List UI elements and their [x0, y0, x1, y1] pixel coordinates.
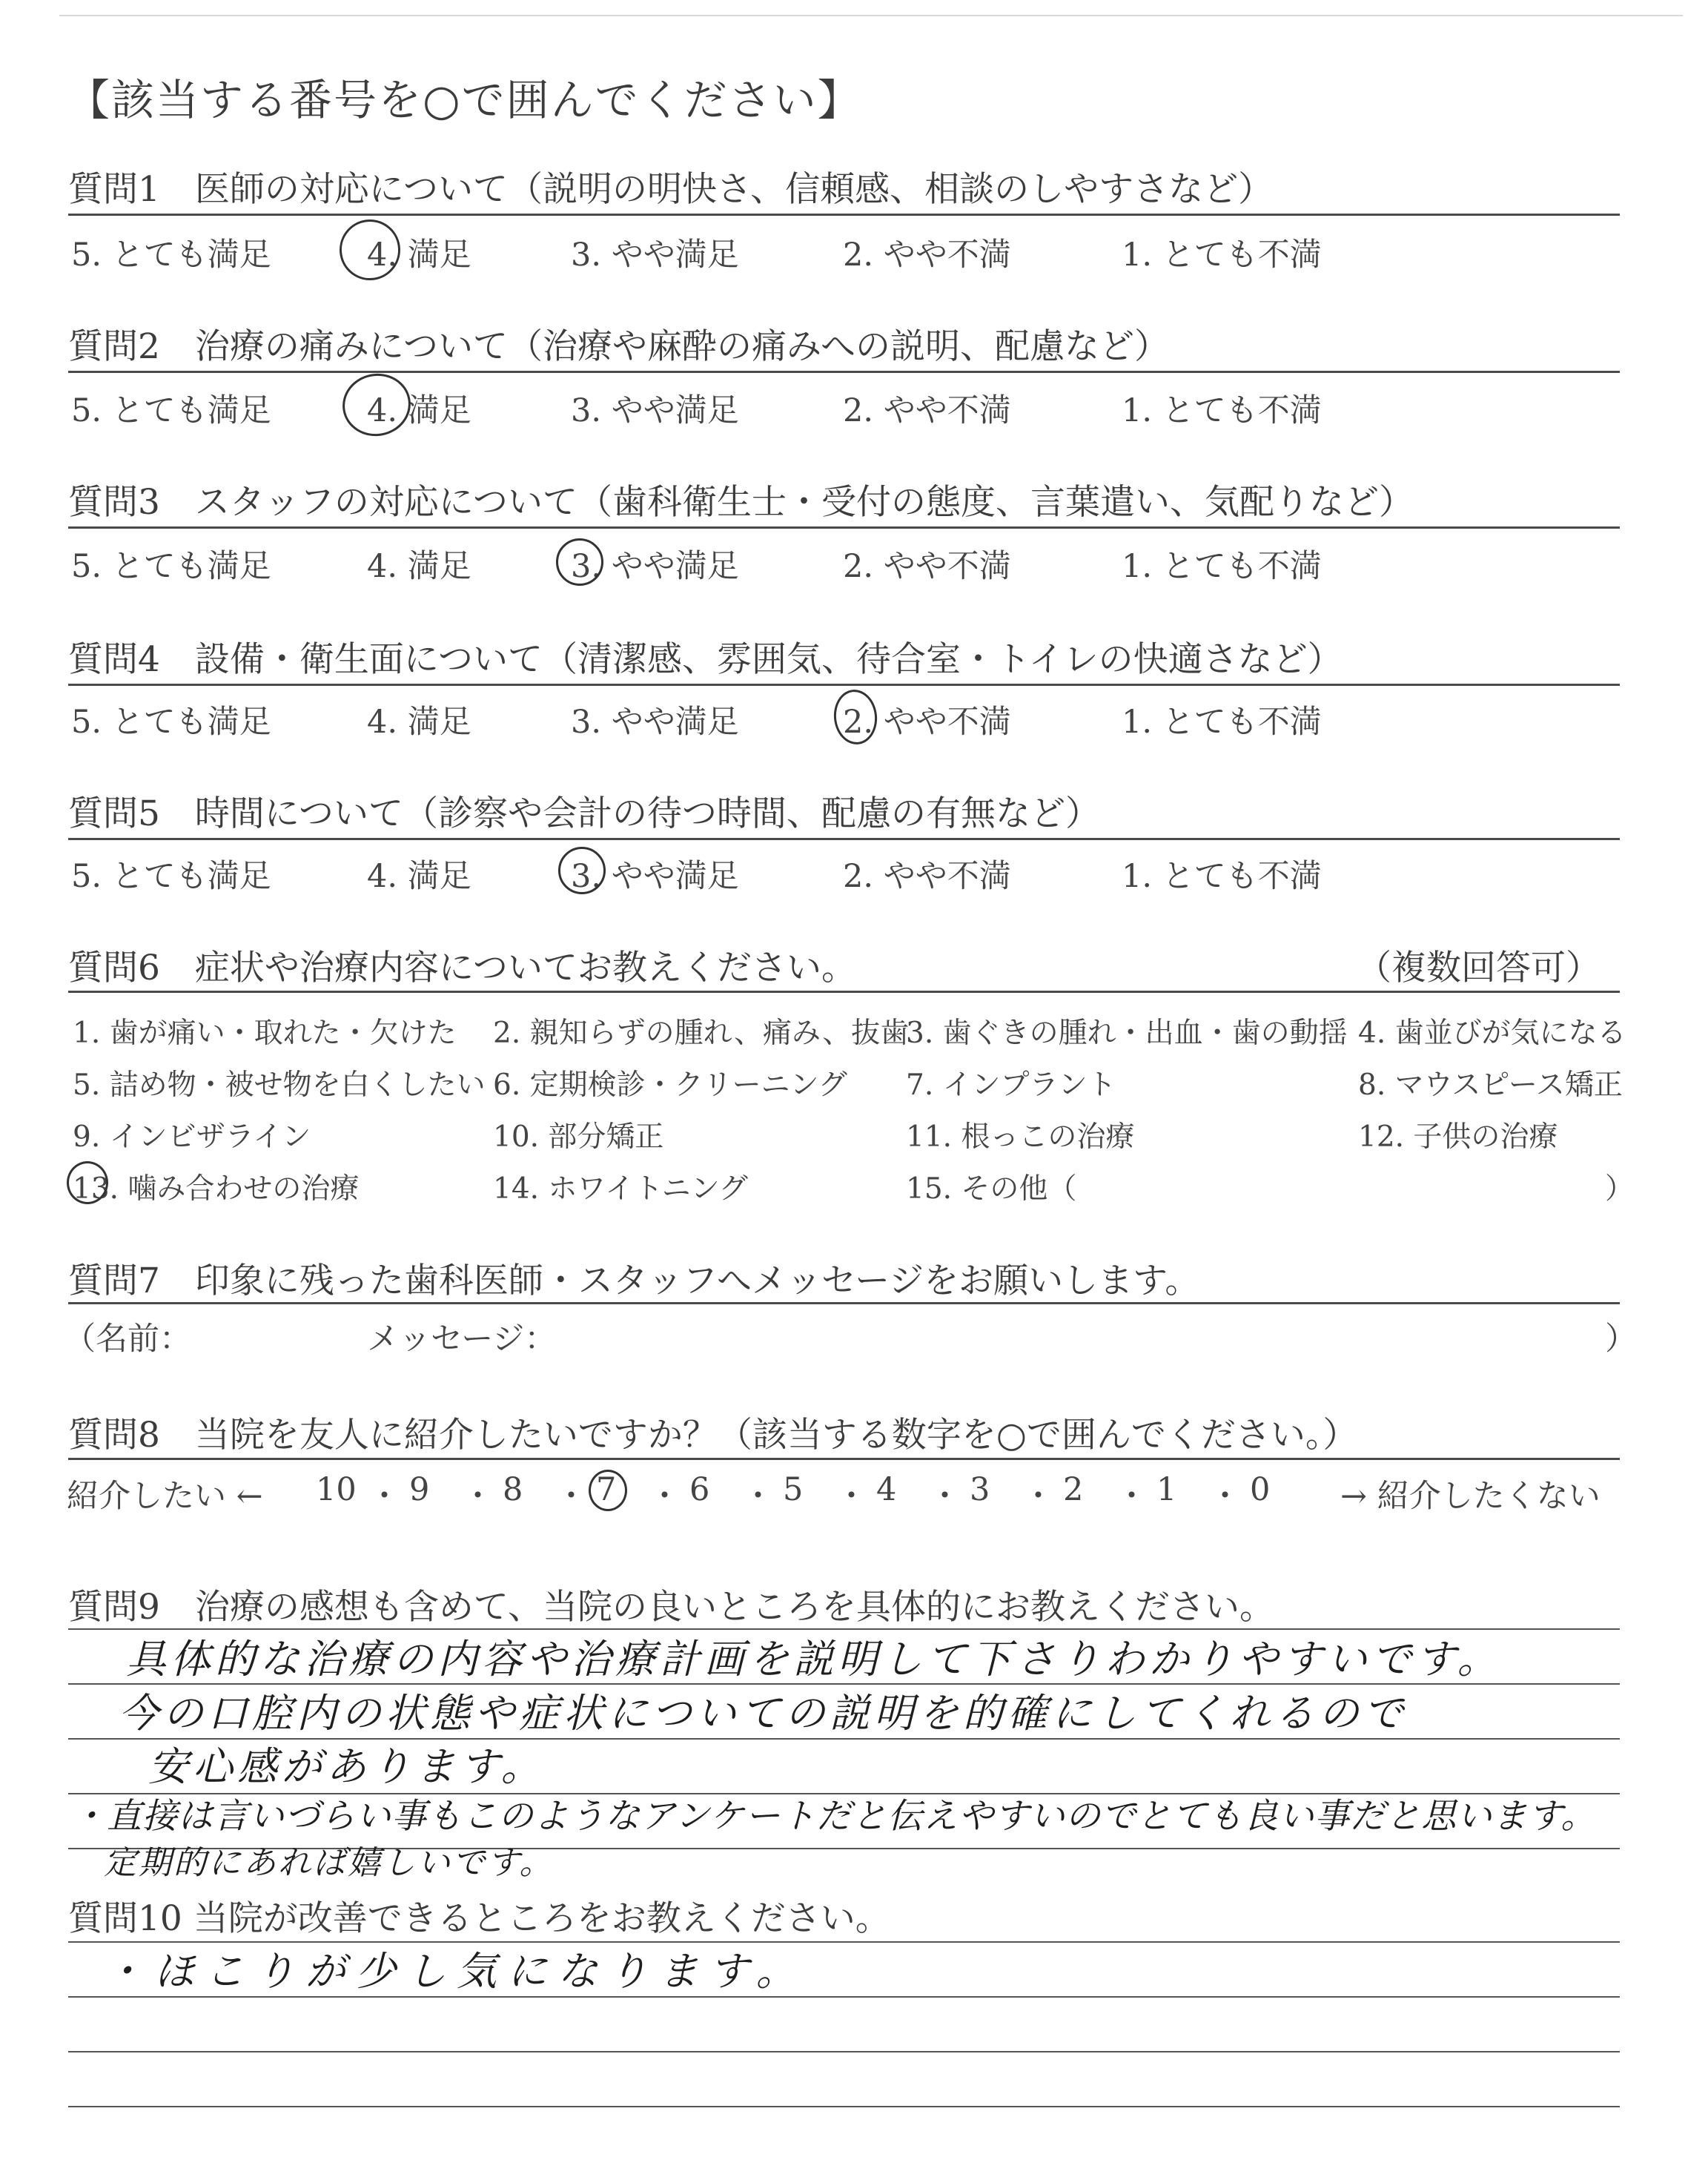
- q9-answer-line-2: 今の口腔内の状態や症状についての説明を的確にしてくれるので: [119, 1690, 1408, 1737]
- question-1-label: 質問1 医師の対応について（説明の明快さ、信頼感、相談のしやすさなど）: [68, 169, 1274, 210]
- question-6-label: 質問6 症状や治療内容についてお教えください。: [68, 948, 856, 988]
- question-10-label: 質問10 当院が改善できるところをお教えください。: [68, 1898, 890, 1939]
- q6-item-4[interactable]: 4. 歯並びが気になる: [1358, 1017, 1626, 1050]
- question-6-note: （複数回答可）: [1357, 948, 1601, 988]
- question-2-rule: [68, 371, 1620, 373]
- q2-option-2[interactable]: 2. やや不満: [843, 392, 1011, 429]
- q1-option-2[interactable]: 2. やや不満: [843, 237, 1011, 274]
- q6-item-13[interactable]: 13. 噛み合わせの治療: [73, 1172, 360, 1206]
- q8-scale-3[interactable]: 3: [970, 1471, 990, 1508]
- q6-item-1[interactable]: 1. 歯が痛い・取れた・欠けた: [73, 1017, 457, 1050]
- q8-scale-separator: ・: [1022, 1478, 1054, 1515]
- q6-item-5[interactable]: 5. 詰め物・被せ物を白くしたい: [73, 1069, 486, 1102]
- q6-item-9[interactable]: 9. インビザライン: [73, 1120, 311, 1154]
- q3-selection-circle: [556, 538, 603, 586]
- q8-scale-separator: ・: [929, 1478, 961, 1515]
- q9-answer-line-4: ・直接は言いづらい事もこのようなアンケートだと伝えやすいのでとても良い事だと思います。: [71, 1796, 1597, 1837]
- question-4-label: 質問4 設備・衛生面について（清潔感、雰囲気、待合室・トイレの快適さなど）: [68, 639, 1343, 680]
- q1-option-1[interactable]: 1. とても不満: [1122, 237, 1322, 274]
- q5-selection-circle: [558, 847, 606, 894]
- q6-item-3[interactable]: 3. 歯ぐきの腫れ・出血・歯の動揺: [906, 1017, 1348, 1050]
- q8-scale-8[interactable]: 8: [503, 1471, 523, 1508]
- question-4-rule: [68, 684, 1620, 686]
- q6-item-15[interactable]: 15. その他（: [906, 1172, 1077, 1206]
- q8-scale-separator: ・: [462, 1478, 494, 1515]
- q8-scale-1[interactable]: 1: [1156, 1471, 1177, 1508]
- q8-scale-5[interactable]: 5: [783, 1471, 804, 1508]
- q4-option-1[interactable]: 1. とても不満: [1122, 704, 1322, 741]
- q8-scale-separator: ・: [835, 1478, 867, 1515]
- q8-scale-7[interactable]: 7: [596, 1471, 617, 1508]
- q7-name-label: （名前：: [64, 1321, 191, 1358]
- q4-option-3[interactable]: 3. やや満足: [571, 704, 739, 741]
- q8-scale-separator: ・: [649, 1478, 681, 1515]
- q8-scale-separator: ・: [1116, 1478, 1148, 1515]
- q8-scale-separator: ・: [368, 1478, 400, 1515]
- q3-option-2[interactable]: 2. やや不満: [843, 548, 1011, 585]
- q3-option-4[interactable]: 4. 満足: [367, 548, 471, 585]
- q8-left-label: 紹介したい ←: [67, 1478, 263, 1515]
- q8-right-label: → 紹介したくない: [1340, 1478, 1601, 1515]
- q6-item-10[interactable]: 10. 部分矯正: [493, 1120, 664, 1154]
- q5-option-2[interactable]: 2. やや不満: [843, 858, 1011, 895]
- q10-line-3: [68, 2051, 1620, 2052]
- top-edge-line: [59, 15, 1683, 16]
- q10-line-4: [68, 2106, 1620, 2107]
- q6-selection-circle: [67, 1161, 108, 1204]
- q8-scale-4[interactable]: 4: [876, 1471, 897, 1508]
- question-7-rule: [68, 1302, 1620, 1304]
- question-3-label: 質問3 スタッフの対応について（歯科衛生士・受付の態度、言葉遣い、気配りなど）: [68, 482, 1414, 523]
- q9-answer-line-5: 定期的にあれば嬉しいです。: [104, 1844, 555, 1882]
- q8-scale-9[interactable]: 9: [409, 1471, 430, 1508]
- q2-option-4[interactable]: 4. 満足: [367, 392, 471, 429]
- q6-item-6[interactable]: 6. 定期検診・クリーニング: [493, 1069, 847, 1102]
- q5-option-5[interactable]: 5. とても満足: [71, 858, 271, 895]
- question-3-rule: [68, 526, 1620, 529]
- q9-answer-line-3: 安心感があります。: [148, 1743, 546, 1790]
- q4-option-5[interactable]: 5. とても満足: [71, 704, 271, 741]
- q1-option-3[interactable]: 3. やや満足: [571, 237, 739, 274]
- question-7-label: 質問7 印象に残った歯科医師・スタッフへメッセージをお願いします。: [68, 1261, 1200, 1301]
- question-8-rule: [68, 1458, 1620, 1460]
- q8-selection-circle: [589, 1470, 627, 1511]
- q6-item-7[interactable]: 7. インプラント: [906, 1069, 1116, 1102]
- q8-scale-0[interactable]: 0: [1250, 1471, 1271, 1508]
- question-1-rule: [68, 214, 1620, 216]
- q8-scale-separator: ・: [555, 1478, 587, 1515]
- q6-item-14[interactable]: 14. ホワイトニング: [493, 1172, 748, 1206]
- q2-option-5[interactable]: 5. とても満足: [71, 392, 271, 429]
- q10-answer: ・ほこりが少し気になります。: [104, 1948, 807, 1995]
- question-5-rule: [68, 838, 1620, 840]
- q3-option-3[interactable]: 3. やや満足: [571, 548, 739, 585]
- question-5-label: 質問5 時間について（診察や会計の待つ時間、配慮の有無など）: [68, 793, 1100, 834]
- q3-option-5[interactable]: 5. とても満足: [71, 548, 271, 585]
- question-6-rule: [68, 991, 1620, 993]
- q2-option-3[interactable]: 3. やや満足: [571, 392, 739, 429]
- q6-item-12[interactable]: 12. 子供の治療: [1358, 1120, 1558, 1154]
- q8-scale-separator: ・: [1209, 1478, 1241, 1515]
- q8-scale-6[interactable]: 6: [689, 1471, 710, 1508]
- q1-option-5[interactable]: 5. とても満足: [71, 237, 271, 274]
- q4-option-4[interactable]: 4. 満足: [367, 704, 471, 741]
- q7-close: ）: [1605, 1321, 1637, 1358]
- q8-scale-2[interactable]: 2: [1063, 1471, 1084, 1508]
- q3-option-1[interactable]: 1. とても不満: [1122, 548, 1322, 585]
- q4-option-2[interactable]: 2. やや不満: [843, 704, 1011, 741]
- q8-scale-10[interactable]: 10: [316, 1471, 357, 1508]
- question-8-label: 質問8 当院を友人に紹介したいですか？（該当する数字を○で囲んでください。）: [68, 1415, 1358, 1456]
- q6-item-11[interactable]: 11. 根っこの治療: [906, 1120, 1135, 1154]
- q5-option-1[interactable]: 1. とても不満: [1122, 858, 1322, 895]
- q6-item-8[interactable]: 8. マウスピース矯正: [1358, 1069, 1623, 1102]
- q5-option-4[interactable]: 4. 満足: [367, 858, 471, 895]
- q7-message-label: メッセージ：: [367, 1321, 557, 1358]
- q8-scale-separator: ・: [742, 1478, 774, 1515]
- page-title: 【該当する番号を○で囲んでください】: [67, 75, 862, 125]
- question-9-label: 質問9 治療の感想も含めて、当院の良いところを具体的にお教えください。: [68, 1587, 1274, 1628]
- q2-option-1[interactable]: 1. とても不満: [1122, 392, 1322, 429]
- q6-item-2[interactable]: 2. 親知らずの腫れ、痛み、抜歯: [493, 1017, 910, 1050]
- q9-answer-line-1: 具体的な治療の内容や治療計画を説明して下さりわかりやすいです。: [126, 1636, 1502, 1682]
- q5-option-3[interactable]: 3. やや満足: [571, 858, 739, 895]
- question-2-label: 質問2 治療の痛みについて（治療や麻酔の痛みへの説明、配慮など）: [68, 326, 1170, 367]
- q1-option-4[interactable]: 4. 満足: [367, 237, 471, 274]
- q6-item-15-close: ）: [1605, 1172, 1635, 1206]
